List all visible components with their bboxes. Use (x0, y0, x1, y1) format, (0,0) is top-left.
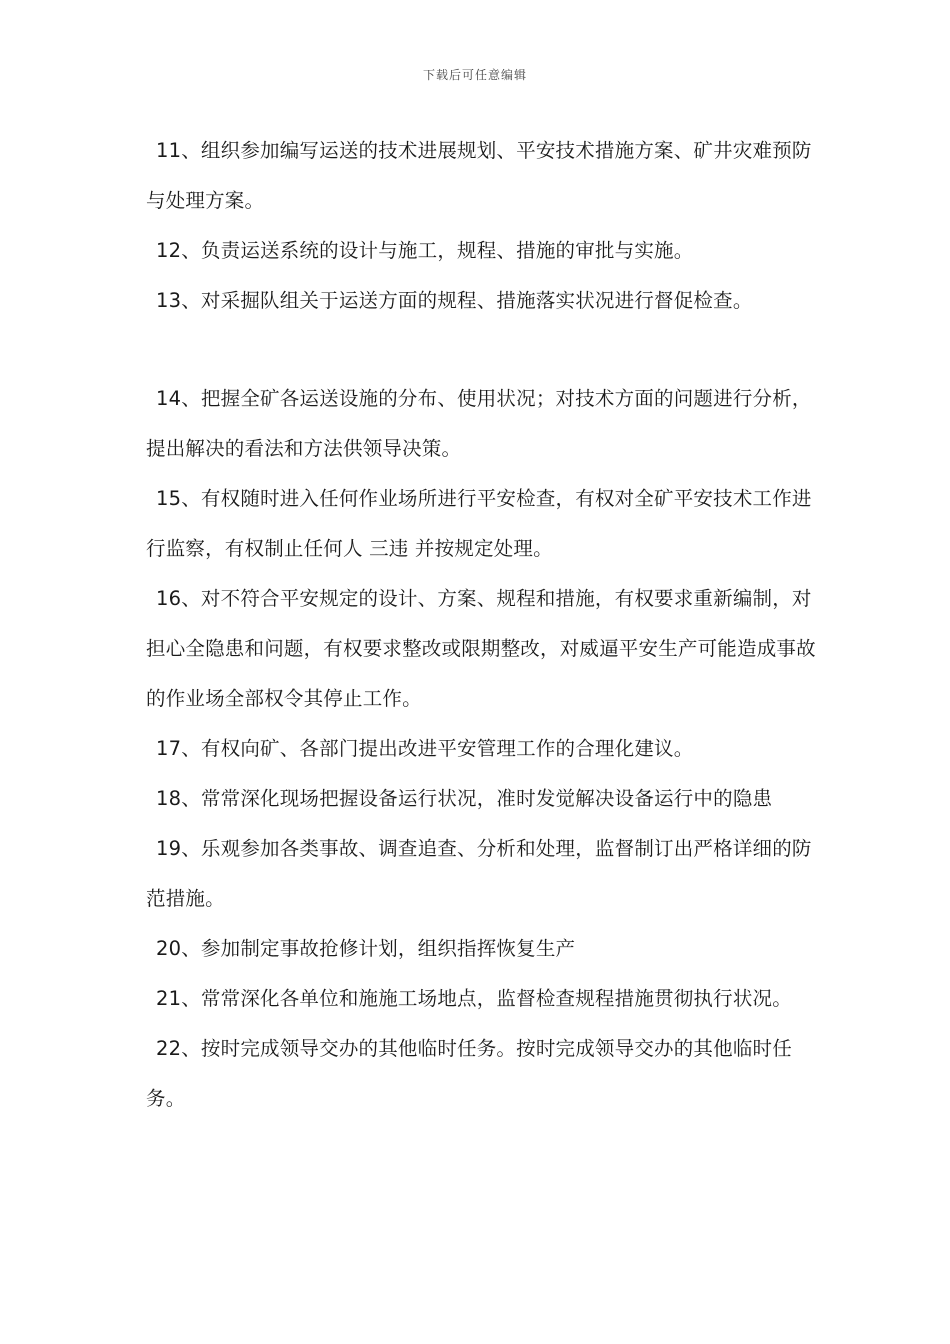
document-body (146, 126, 826, 1124)
list-item-12: 12、负责运送系统的设计与施工，规程、措施的审批与实施。 (156, 239, 694, 262)
list-item-19: 19、乐观参加各类事故、调查追查、分析和处理，监督制订出严格详细的防范措施。 (146, 837, 812, 910)
list-item-18: 18、常常深化现场把握设备运行状况，准时发觉解决设备运行中的隐患 (156, 787, 773, 810)
list-item-11: 11、组织参加编写运送的技术进展规划、平安技术措施方案、矿井灾难预防与处理方案。 (146, 139, 812, 212)
list-item-22: 22、按时完成领导交办的其他临时任务。按时完成领导交办的其他临时任务。 (146, 1037, 792, 1110)
list-item-20: 20、参加制定事故抢修计划，组织指挥恢复生产 (156, 937, 576, 960)
page-header-note: 下载后可任意编辑 (422, 68, 527, 82)
paragraph-gap (146, 326, 826, 374)
list-item-13: 13、对采掘队组关于运送方面的规程、措施落实状况进行督促检查。 (156, 289, 753, 312)
list-item-17: 17、有权向矿、各部门提出改进平安管理工作的合理化建议。 (156, 737, 694, 760)
list-item-15: 15、有权随时进入任何作业场所进行平安检查，有权对全矿平安技术工作进行监察，有权制止任何人 三违 并按规定处理。 (146, 487, 812, 560)
list-item-16: 16、对不符合平安规定的设计、方案、规程和措施，有权要求重新编制，对担心全隐患和问题，有权要求整改或限期整改，对威逼平安生产可能造成事故的作业场全部权令其停止工作。 (146, 587, 816, 710)
list-item-14: 14、把握全矿各运送设施的分布、使用状况；对技术方面的问题进行分析，提出解决的看法和方法供领导决策。 (146, 387, 812, 460)
list-item-21: 21、常常深化各单位和施施工场地点，监督检查规程措施贯彻执行状况。 (156, 987, 792, 1010)
